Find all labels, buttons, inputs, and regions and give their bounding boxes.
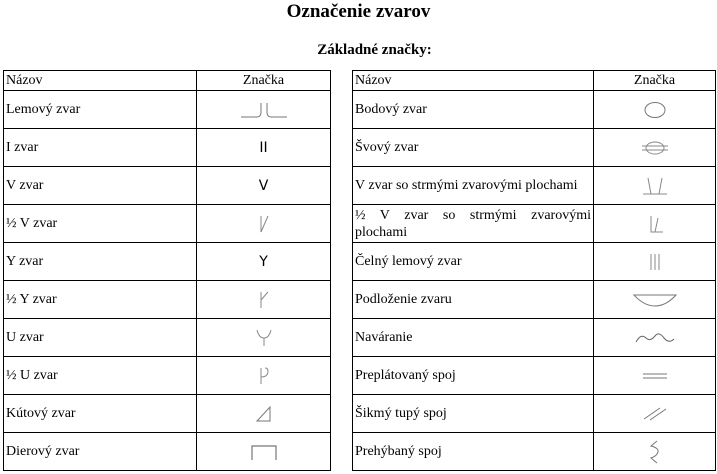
- i-weld-symbol: II: [197, 129, 331, 167]
- weld-name: Bodový zvar: [353, 91, 594, 129]
- weld-symbol-cell: [594, 357, 716, 395]
- half-y-weld-icon: [254, 289, 274, 311]
- weld-name: Lemový zvar: [4, 91, 197, 129]
- weld-symbol-cell: [594, 433, 716, 471]
- basic-symbols-table-left: [3, 70, 331, 471]
- weld-name: V zvar so strmými zvarovými plochami: [353, 167, 594, 205]
- weld-name: U zvar: [4, 319, 197, 357]
- weld-symbol-cell: [594, 243, 716, 281]
- table-row: [353, 433, 716, 471]
- weld-name: I zvar: [4, 129, 197, 167]
- table-row: [353, 281, 716, 319]
- surfacing-weld-icon: [633, 327, 677, 349]
- edge-weld-icon: [645, 251, 665, 273]
- table-row: [353, 319, 716, 357]
- table-row: [4, 167, 331, 205]
- weld-symbol-cell: [197, 281, 331, 319]
- weld-name: Dierový zvar: [4, 433, 197, 471]
- weld-name: Kútový zvar: [4, 395, 197, 433]
- weld-name: Y zvar: [4, 243, 197, 281]
- weld-symbol-cell: [197, 433, 331, 471]
- weld-name: Švový zvar: [353, 129, 594, 167]
- weld-name: V zvar: [4, 167, 197, 205]
- table-row: [353, 167, 716, 205]
- table-row: [353, 395, 716, 433]
- weld-name: ½ Y zvar: [4, 281, 197, 319]
- column-header-symbol: Značka: [594, 71, 716, 91]
- table-header-row: [353, 71, 716, 91]
- weld-name: ½ V zvar so strmými zvarovými plochami: [353, 205, 594, 243]
- seam-weld-icon: [640, 137, 670, 159]
- weld-symbol-cell: [594, 395, 716, 433]
- v-weld-symbol: V: [197, 167, 331, 205]
- folded-joint-icon: [643, 439, 667, 465]
- steep-v-weld-icon: [640, 175, 670, 197]
- weld-symbol-cell: [594, 319, 716, 357]
- flange-weld-icon: [239, 100, 289, 120]
- page-title: Označenie zvarov: [286, 1, 431, 22]
- table-row: [4, 357, 331, 395]
- column-header-name: Názov: [353, 71, 594, 91]
- spot-weld-icon: [641, 99, 669, 121]
- u-weld-icon: [253, 327, 275, 349]
- weld-symbol-cell: [594, 91, 716, 129]
- section-subtitle: Základné značky:: [317, 42, 432, 58]
- basic-symbols-table-right: [352, 70, 716, 471]
- weld-name: ½ U zvar: [4, 357, 197, 395]
- inclined-butt-joint-icon: [640, 403, 670, 425]
- y-weld-symbol: Y: [197, 243, 331, 281]
- backing-weld-icon: [630, 289, 680, 311]
- half-v-weld-icon: [254, 213, 274, 235]
- weld-name: Čelný lemový zvar: [353, 243, 594, 281]
- weld-name: Prehýbaný spoj: [353, 433, 594, 471]
- table-row: [353, 91, 716, 129]
- weld-symbol-cell: [197, 91, 331, 129]
- weld-name: Šikmý tupý spoj: [353, 395, 594, 433]
- table-row: [4, 281, 331, 319]
- column-header-symbol: Značka: [197, 71, 331, 91]
- weld-name: Naváranie: [353, 319, 594, 357]
- weld-symbol-cell: [197, 395, 331, 433]
- weld-name: ½ V zvar: [4, 205, 197, 243]
- table-row: [4, 319, 331, 357]
- column-header-name: Názov: [4, 71, 197, 91]
- table-row: [353, 129, 716, 167]
- weld-symbol-cell: [594, 281, 716, 319]
- weld-symbol-cell: [594, 167, 716, 205]
- table-row: [353, 243, 716, 281]
- weld-symbol-cell: [197, 357, 331, 395]
- table-row: [4, 129, 331, 167]
- table-row: [4, 243, 331, 281]
- table-row: [4, 433, 331, 471]
- weld-name: Preplátovaný spoj: [353, 357, 594, 395]
- fillet-weld-icon: [252, 403, 276, 425]
- weld-symbol-cell: [594, 205, 716, 243]
- weld-name: Podloženie zvaru: [353, 281, 594, 319]
- steep-half-v-weld-icon: [643, 213, 667, 235]
- half-u-weld-icon: [254, 365, 274, 387]
- table-row: [4, 205, 331, 243]
- table-row: [353, 357, 716, 395]
- plug-weld-icon: [249, 441, 279, 463]
- weld-symbol-cell: [197, 319, 331, 357]
- overlap-joint-icon: [640, 365, 670, 387]
- table-row: [4, 91, 331, 129]
- table-row: [4, 395, 331, 433]
- table-header-row: [4, 71, 331, 91]
- weld-symbol-cell: [594, 129, 716, 167]
- weld-symbol-cell: [197, 205, 331, 243]
- table-row: [353, 205, 716, 243]
